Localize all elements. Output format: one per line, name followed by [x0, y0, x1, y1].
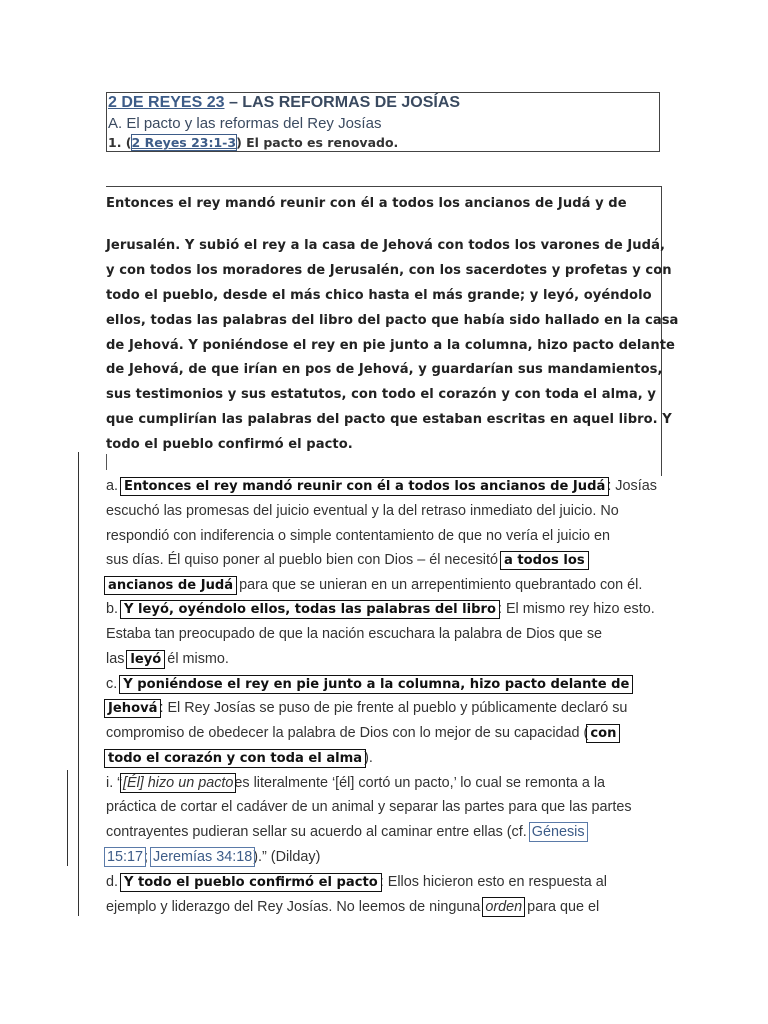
- text-run: él mismo.: [163, 651, 229, 667]
- text-run: b.: [106, 601, 122, 617]
- commentary-line: [106, 799, 632, 815]
- section-header: [106, 92, 660, 152]
- text-run: i. “: [106, 775, 122, 791]
- highlighted-quote: a todos los: [504, 553, 585, 568]
- text-run: c.: [106, 676, 122, 692]
- margin-rule-quote: [67, 770, 68, 866]
- text-run: para que se unieran en un arrepentimiento quebrantado con él.: [235, 577, 643, 593]
- margin-rule-short: [106, 454, 107, 470]
- scripture-reference-link[interactable]: 15:17: [107, 849, 144, 865]
- scripture-line: sus testimonios y sus estatutos, con todo el corazón y con toda el alma, y: [106, 387, 656, 402]
- commentary-line: [106, 849, 320, 865]
- text-run: : Ellos hicieron esto en respuesta al: [379, 874, 607, 890]
- scripture-reference-link[interactable]: Génesis: [531, 824, 585, 840]
- text-run: compromiso de obedecer la palabra de Dios con lo mejor de su capacidad (: [106, 725, 589, 741]
- commentary-line: [106, 577, 642, 593]
- commentary-line: [106, 725, 618, 741]
- commentary-line: [106, 676, 631, 692]
- highlighted-quote: ancianos de Judá: [108, 578, 234, 593]
- text-run: ;: [144, 849, 153, 865]
- commentary-line: [106, 874, 607, 890]
- page-title: [108, 94, 460, 112]
- scripture-line: Jerusalén. Y subió el rey a la casa de Jehová con todos los varones de Judá,: [106, 238, 665, 253]
- commentary-line: [106, 824, 586, 840]
- commentary-line: [106, 750, 373, 766]
- text-run: contrayentes pudieran sellar su acuerdo al caminar entre ellas (cf.: [106, 824, 531, 840]
- text-run: : El mismo rey hizo esto.: [497, 601, 655, 617]
- highlighted-quote: leyó: [130, 652, 162, 667]
- text-run: ).” (Dilday): [253, 849, 321, 865]
- commentary-line: [106, 775, 605, 791]
- commentary-line: [106, 478, 657, 494]
- highlighted-quote: [Él] hizo un pacto: [123, 775, 234, 791]
- scripture-reference-link[interactable]: 2 Reyes 23:1-3: [131, 135, 237, 150]
- scripture-line: y con todos los moradores de Jerusalén, con los sacerdotes y profetas y con: [106, 263, 672, 278]
- text-run: – LAS REFORMAS DE JOSÍAS: [224, 94, 461, 111]
- text-run: es literalmente ‘[él] cortó un pacto,’ lo cual se remonta a la: [234, 775, 606, 791]
- commentary-line: [106, 601, 655, 617]
- commentary-line: [106, 528, 610, 544]
- commentary-line: [106, 899, 599, 915]
- text-run: para que el: [523, 899, 600, 915]
- text-run: : El Rey Josías se puso de pie frente al pueblo y públicamente declaró su: [159, 700, 628, 716]
- scripture-line: ellos, todas las palabras del libro del pacto que había sido hallado en la casa: [106, 313, 679, 328]
- scripture-reference-link[interactable]: 2 DE REYES 23: [108, 94, 225, 111]
- text-run: ejemplo y liderazgo del Rey Josías. No leemos de ninguna: [106, 899, 485, 915]
- text-run: ).: [364, 750, 373, 766]
- commentary-line: [106, 552, 587, 568]
- highlighted-quote: Entonces el rey mandó reunir con él a todos los ancianos de Judá: [124, 479, 606, 494]
- scripture-line: de Jehová. Y poniéndose el rey en pie junto a la columna, hizo pacto delante: [106, 338, 675, 353]
- commentary-line: [106, 651, 229, 667]
- text-run: 1. (: [108, 135, 132, 150]
- scripture-reference-link[interactable]: Jeremías 34:18: [153, 849, 253, 865]
- scripture-line: todo el pueblo, desde el más chico hasta el más grande; y leyó, oyéndolo: [106, 288, 652, 303]
- highlighted-quote: Y poniéndose el rey en pie junto a la columna, hizo pacto delante de: [123, 677, 630, 692]
- margin-rule: [78, 452, 79, 916]
- scripture-passage-box: [106, 186, 662, 476]
- text-run: a.: [106, 478, 122, 494]
- highlighted-quote: Jehová: [108, 701, 158, 716]
- passage-heading: [108, 135, 398, 150]
- text-run: Estaba tan preocupado de que la nación escuchara la palabra de Dios que se: [106, 626, 603, 642]
- text-run: las: [106, 651, 129, 667]
- commentary-line: [106, 503, 619, 519]
- text-run: práctica de cortar el cadáver de un animal y separar las partes para que las partes: [106, 799, 632, 815]
- highlighted-quote: Y todo el pueblo confirmó el pacto: [124, 875, 378, 890]
- highlighted-quote: con: [590, 726, 617, 741]
- highlighted-quote: todo el corazón y con toda el alma: [108, 751, 363, 766]
- text-run: sus días. Él quiso poner al pueblo bien con Dios – él necesitó: [106, 552, 502, 568]
- text-run: d.: [106, 874, 122, 890]
- section-subtitle: A. El pacto y las reformas del Rey Josías: [108, 115, 382, 132]
- commentary-line: [106, 700, 627, 716]
- highlighted-quote: orden: [485, 899, 523, 915]
- text-run: respondió con indiferencia o simple contentamiento de que no vería el juicio en: [106, 528, 610, 544]
- highlighted-quote: Y leyó, oyéndolo ellos, todas las palabras del libro: [124, 602, 496, 617]
- text-run: escuchó las promesas del juicio eventual y la del retraso inmediato del juicio. No: [106, 503, 619, 519]
- text-run: : Josías: [607, 478, 657, 494]
- text-run: ) El pacto es renovado.: [236, 135, 399, 150]
- scripture-line: de Jehová, de que irían en pos de Jehová, y guardarían sus mandamientos,: [106, 362, 663, 377]
- scripture-line: que cumplirían las palabras del pacto que estaban escritas en aquel libro. Y: [106, 412, 672, 427]
- commentary-line: [106, 626, 602, 642]
- scripture-line: Entonces el rey mandó reunir con él a todos los ancianos de Judá y de: [106, 196, 627, 211]
- scripture-line: todo el pueblo confirmó el pacto.: [106, 437, 353, 452]
